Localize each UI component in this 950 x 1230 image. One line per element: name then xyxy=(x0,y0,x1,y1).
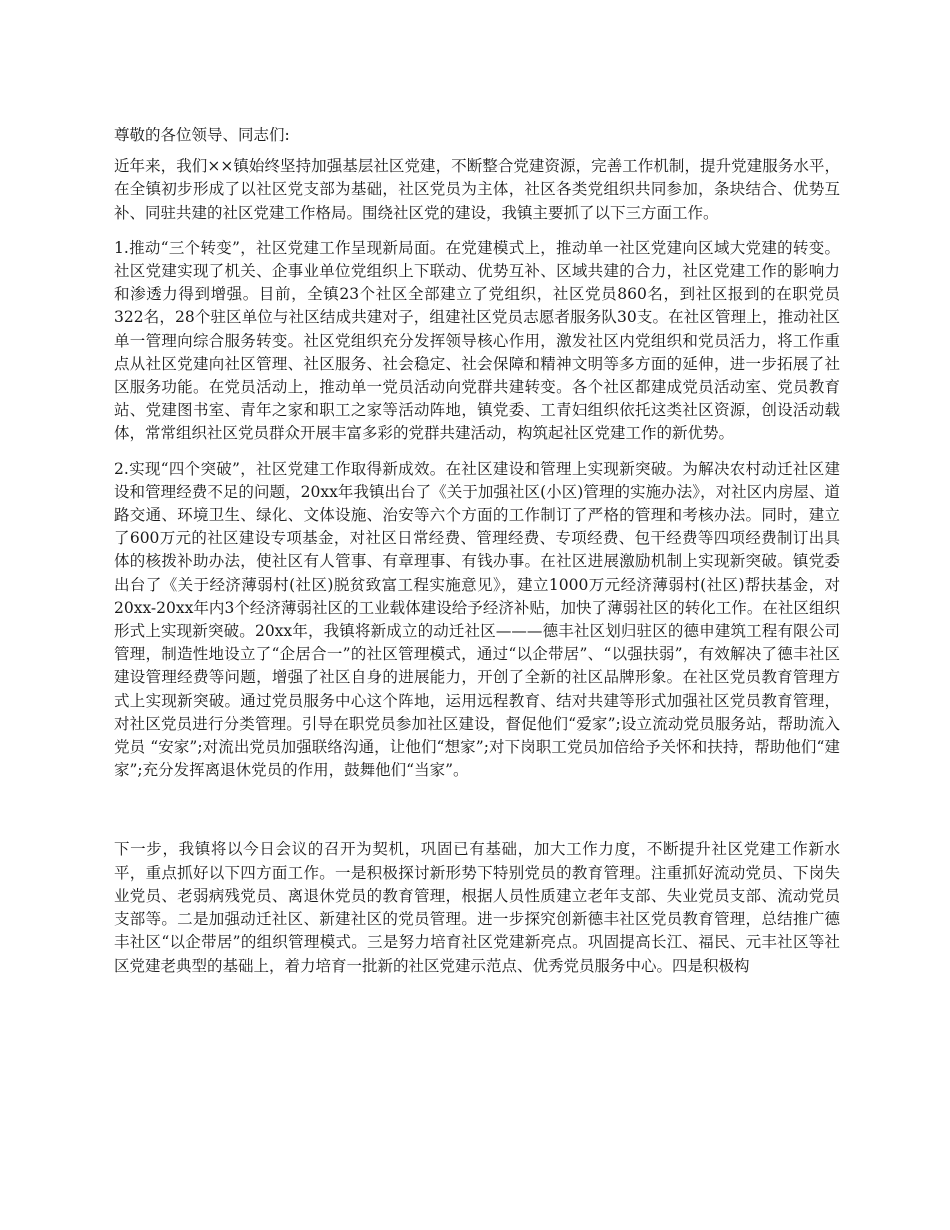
document-body xyxy=(114,124,840,990)
paragraph-three-transformations: 1.推动“三个转变”，社区党建工作呈现新局面。在党建模式上，推动单一社区党建向区域大党建的转变。社区党建实现了机关、企事业单位党组织上下联动、优势互补、区域共建的合力，社区党建工作的影响力和渗透力得到增强。目前，全镇23个社区全部建立了党组织，社区党员860名，到社区报到的在职党员322名，28个驻区单位与社区结成共建对子，组建社区党员志愿者服务队30支。在社区管理上，推动社区单一管理向综合服务转变。社区党组织充分发挥领导核心作用，激发社区内党组织和党员活力，将工作重点从社区党建向社区管理、社区服务、社会稳定、社会保障和精神文明等多方面的延伸，进一步拓展了社区服务功能。在党员活动上，推动单一党员活动向党群共建转变。各个社区都建成党员活动室、党员教育站、党建图书室、青年之家和职工之家等活动阵地，镇党委、工青妇组织依托这类社区资源，创设活动载体，常常组织社区党员群众开展丰富多彩的党群共建活动，构筑起社区党建工作的新优势。 xyxy=(114,238,840,443)
paragraph-intro: 近年来，我们××镇始终坚持加强基层社区党建，不断整合党建资源，完善工作机制，提升党建服务水平，在全镇初步形成了以社区党支部为基础，社区党员为主体，社区各类党组织共同参加，条块结合、优势互补、同驻共建的社区党建工作格局。围绕社区党的建设，我镇主要抓了以下三方面工作。 xyxy=(114,157,840,222)
paragraph-four-breakthroughs: 2.实现“四个突破”，社区党建工作取得新成效。在社区建设和管理上实现新突破。为解决农村动迁社区建设和管理经费不足的问题，20xx年我镇出台了《关于加强社区(小区)管理的实施办法》，对社区内房屋、道路交通、环境卫生、绿化、文体设施、治安等六个方面的工作制订了严格的管理和考核办法。同时，建立了600万元的社区建设专项基金，对社区日常经费、管理经费、专项经费、包干经费等四项经费制订出具体的核拨补助办法，使社区有人管事、有章理事、有钱办事。在社区进展激励机制上实现新突破。镇党委出台了《关于经济薄弱村(社区)脱贫致富工程实施意见》，建立1000万元经济薄弱村(社区)帮扶基金，对20xx-20xx年内3个经济薄弱社区的工业载体建设给予经济补贴，加快了薄弱社区的转化工作。在社区组织形式上实现新突破。20xx年，我镇将新成立的动迁社区———德丰社区划归驻区的德申建筑工程有限公司管理，制造性地设立了“企居合一”的社区管理模式，通过“以企带居”、“以强扶弱”，有效解决了德丰社区建设管理经费等问题，增强了社区自身的进展能力，开创了全新的社区品牌形象。在社区党员教育管理方式上实现新突破。通过党员服务中心这个阵地，运用远程教育、结对共建等形式加强社区党员教育管理，对社区党员进行分类管理。引导在职党员参加社区建设，督促他们“爱家”;设立流动党员服务站，帮助流入党员 “安家”;对流出党员加强联络沟通，让他们“想家”;对下岗职工党员加倍给予关怀和扶持，帮助他们“建家”;充分发挥离退休党员的作用，鼓舞他们“当家”。 xyxy=(114,459,840,780)
salutation: 尊敬的各位领导、同志们: xyxy=(114,126,290,144)
section-spacer xyxy=(114,794,840,838)
paragraph-next-steps: 下一步，我镇将以今日会议的召开为契机，巩固已有基础，加大工作力度，不断提升社区党建工作新水平，重点抓好以下四方面工作。一是积极探讨新形势下特别党员的教育管理。注重抓好流动党员、下岗失业党员、老弱病残党员、离退休党员的教育管理，根据人员性质建立老年支部、失业党员支部、流动党员支部等。二是加强动迁社区、新建社区的党员管理。进一步探究创新德丰社区党员教育管理，总结推广德丰社区“以企带居”的组织管理模式。三是努力培育社区党建新亮点。巩固提高长江、福民、元丰社区等社区党建老典型的基础上，着力培育一批新的社区党建示范点、优秀党员服务中心。四是积极构 xyxy=(114,840,840,975)
